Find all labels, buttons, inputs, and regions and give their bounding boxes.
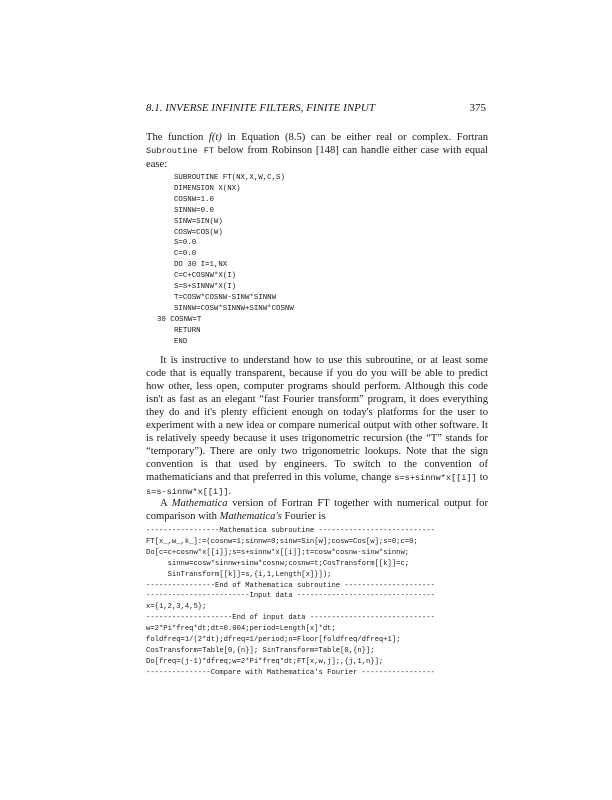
fortran-line: COSNW=1.0 bbox=[174, 195, 214, 204]
fortran-line: SINW=SIN(W) bbox=[174, 217, 223, 226]
fortran-line: DIMENSION X(NX) bbox=[174, 184, 241, 193]
mma-line: SinTransform[[k]]=s,{i,1,Length[x]}]); bbox=[146, 570, 332, 579]
fortran-line: S=S+SINNW*X(I) bbox=[174, 283, 237, 292]
fortran-line: SINNW=0.0 bbox=[174, 206, 214, 215]
fortran-line: SINNW=COSW*SINNW+SINW*COSNW bbox=[174, 304, 294, 313]
mma-line: x={1,2,3,4,5}; bbox=[146, 603, 207, 612]
mma-line: ----------------End of Mathematica subroutine --------------------- bbox=[146, 581, 435, 590]
mma-line: FT[x_,w_,k_]:=(cosnw=1;sinnw=0;sinw=Sin[w];cosw=Cos[w];s=0;c=0; bbox=[146, 537, 418, 546]
intro-math-ft: f(t) bbox=[208, 132, 222, 143]
mma-line: Do[freq=(j-1)*dfreq;w=2*Pi*freq*dt;FT[x,w,j];,{j,1,n}]; bbox=[146, 657, 384, 666]
mma-line: ---------------Compare with Mathematica's Fourier ----------------- bbox=[146, 668, 435, 677]
fortran-line: END bbox=[174, 337, 188, 346]
fortran-line: 30 COSNW=T bbox=[157, 315, 202, 324]
fortran-line: T=COSW*COSNW-SINW*SINNW bbox=[174, 293, 277, 302]
mma-line: ------------------------Input data -------------------------------- bbox=[146, 592, 435, 601]
intro-paragraph bbox=[146, 131, 488, 171]
intro-text-1: The function bbox=[146, 132, 209, 143]
intro-code-name: Subroutine FT bbox=[146, 146, 215, 156]
inline-code-changed: s=s-sinnw*x[[i]] bbox=[146, 487, 229, 497]
explanation-mid: to bbox=[476, 472, 488, 483]
mma-intro-text-2: version of Fortran FT together with numerical output for comparison with bbox=[146, 498, 488, 522]
fortran-line: RETURN bbox=[174, 326, 201, 335]
fortran-line: C=C+COSNW*X(I) bbox=[174, 272, 237, 281]
page-number: 375 bbox=[469, 102, 486, 114]
inline-code-original: s=s+sinnw*x[[i]] bbox=[394, 473, 477, 483]
explanation-end: . bbox=[228, 486, 232, 497]
mma-line: w=2*Pi*freq*dt;dt=0.004;period=Length[x]*dt; bbox=[146, 625, 336, 634]
intro-text-3: below from Robinson [148] can handle either case with equal ease: bbox=[146, 145, 488, 170]
intro-text-2: in Equation (8.5) can be either real or complex. Fortran bbox=[221, 132, 488, 143]
fortran-line: C=0.0 bbox=[174, 250, 197, 259]
section-title: 8.1. INVERSE INFINITE FILTERS, FINITE INPUT bbox=[146, 102, 375, 114]
explanation-text: It is instructive to understand how to use this subroutine, or at least some code that is equally transparent, because if you do you will be able to predict how other, less open, computer programs should perform. Although this code isn't as fast as an elegant “fast Fourier transform” program, it does everything they do and it's plenty efficient enough on today's platforms for the user to experiment with a new idea or compare numerical output with other software. It is relatively speedy because it uses trigonometric recursion (the “T” stands for “temporary”). There are only two trigonometric lookups. Note that the sign convention is that used by engineers. To switch to the convention of mathematicians and that preferred in this volume, change bbox=[146, 355, 488, 483]
running-header bbox=[146, 102, 486, 118]
mathematica-intro-paragraph bbox=[146, 497, 488, 523]
explanation-paragraph bbox=[146, 354, 488, 499]
mma-line: CosTransform=Table[0,{n}]; SinTransform=Table[0,{n}]; bbox=[146, 646, 375, 655]
mma-line: Do[c=c+cosnw*x[[i]];s=s+sinnw*x[[i]];t=cosw*cosnw-sinw*sinnw; bbox=[146, 548, 410, 557]
fortran-code-listing bbox=[157, 173, 294, 348]
mma-line: sinnw=cosw*sinnw+sinw*cosnw;cosnw=t;CosTransform[[k]]=c; bbox=[146, 559, 410, 568]
fortran-line: COSW=COS(W) bbox=[174, 228, 223, 237]
mathematica-code-listing bbox=[146, 526, 435, 679]
mma-possessive-italic: Mathematica's bbox=[219, 511, 282, 522]
fortran-line: DO 30 I=1,NX bbox=[174, 261, 228, 270]
mma-line: -----------------Mathematica subroutine --------------------------- bbox=[146, 527, 435, 535]
mma-intro-text-3: Fourier is bbox=[281, 511, 326, 522]
mma-intro-text-1: A bbox=[160, 498, 172, 509]
mma-line: foldfreq=1/(2*dt);dfreq=1/period;n=Floor[foldfreq/dfreq+1]; bbox=[146, 636, 401, 645]
mma-line: --------------------End of input data ----------------------------- bbox=[146, 614, 435, 623]
fortran-line: S=0.0 bbox=[174, 239, 197, 248]
fortran-line: SUBROUTINE FT(NX,X,W,C,S) bbox=[174, 174, 285, 182]
mma-name-italic: Mathematica bbox=[171, 498, 228, 509]
